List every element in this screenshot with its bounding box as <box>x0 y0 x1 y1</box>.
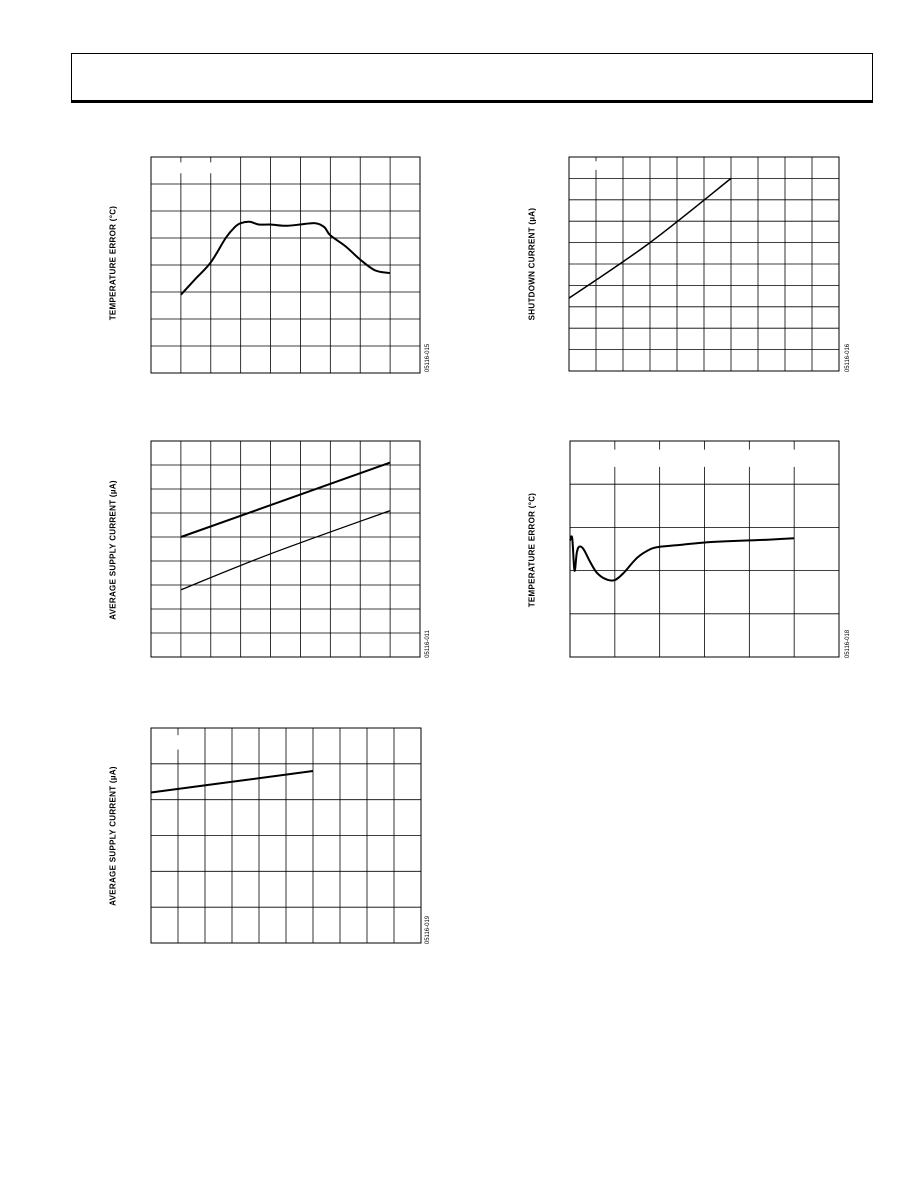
chart-1-series-1 <box>181 222 390 295</box>
chart-4-figure-code-text: 05116-018 <box>845 629 851 659</box>
chart-5-plot <box>151 728 421 943</box>
chart-3-ylabel-text: AVERAGE SUPPLY CURRENT (µA) <box>108 480 118 620</box>
chart-3-plot <box>151 441 420 657</box>
chart-5-figure-code-text: 05116-019 <box>425 915 431 945</box>
chart-1-ylabel-text: TEMPERATURE ERROR (°C) <box>108 205 118 321</box>
chart-2-ylabel-text: SHUTDOWN CURRENT (µA) <box>527 207 537 321</box>
chart-1-plot <box>151 157 420 373</box>
page-header-box <box>71 53 873 103</box>
chart-4-ylabel-text: TEMPERATURE ERROR (°C) <box>527 492 537 608</box>
chart-2-plot <box>569 157 839 371</box>
chart-4-plot <box>570 441 839 657</box>
chart-3-series-2 <box>181 511 390 590</box>
chart-3-figure-code-text: 05116-011 <box>425 630 431 658</box>
chart-4-series-1 <box>570 536 794 580</box>
chart-2-figure-code-text: 05116-016 <box>845 343 851 373</box>
chart-1-figure-code-text: 05116-015 <box>425 343 431 373</box>
chart-5-ylabel-text: AVERAGE SUPPLY CURRENT (µA) <box>108 766 118 906</box>
chart-3-series-1 <box>181 463 390 537</box>
chart-3-frame <box>151 441 420 657</box>
